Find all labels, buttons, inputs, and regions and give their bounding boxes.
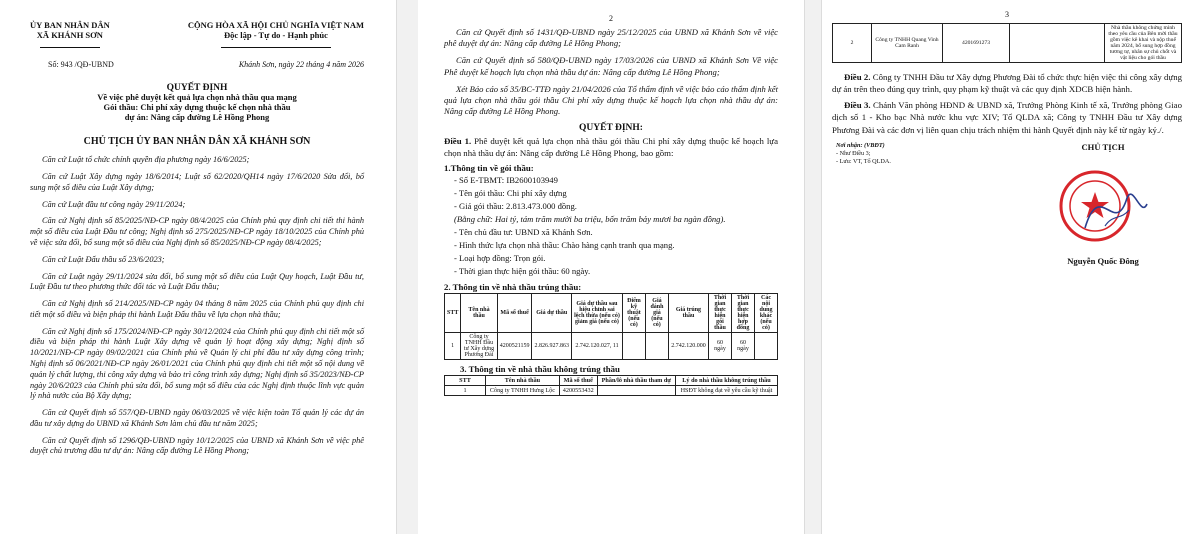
divider [40,47,100,48]
legal-basis: Căn cứ Quyết định số 1296/QĐ-UBND ngày 10/12/2025 của UBND xã Khánh Sơn về việc phê duyệt chủ trương đầu tư dự án: Nâng cấp đường Lê Hồng Phong; [30,435,364,456]
table-cell [597,385,675,395]
legal-basis: Căn cứ Nghị định số 214/2025/NĐ-CP ngày 04 tháng 8 năm 2025 của Chính phủ quy định chi tiết một số điều và biện pháp thi hành Luật Đấu thầu về lựa chọn nhà thầu; [30,299,364,319]
package-info-item: - Giá gói thầu: 2.813.473.000 đồng. [454,201,577,212]
article-3-text: Chánh Văn phòng HĐND & UBND xã, Trưởng Phòng Kinh tế xã, Trưởng phòng Giao dịch số 1 - Kho bạc Nhà nước khu vực XIV; Tổ QLDA xã; Công ty TNHH Đầu tư Xây dựng Phương Đài và các đơn vị liên quan chịu trách nhiệm thi hành Quyết định này kể từ ngày ký./. [832,100,1182,135]
table-header-cell: STT [445,293,461,332]
article-1 [444,135,778,159]
package-info-item: - Tên gói thầu: Chi phí xây dựng [454,188,567,199]
legal-basis: Căn cứ Nghị định số 85/2025/NĐ-CP ngày 08/4/2025 của Chính phủ quy định chi tiết thi hành một số điều của Luật Đầu tư công; Nghị định số 275/2025/NĐ-CP ngày 18/10/2025 của Chính phủ về việc sửa đổi, bổ sung một số điều của Nghị định số 85/2025/NĐ-CP ngày 08/4/2025; [30,216,364,247]
package-info-item: - Loại hợp đồng: Trọn gói. [454,252,546,263]
page-2 [418,0,804,534]
authority: CHỦ TỊCH ỦY BAN NHÂN DÂN XÃ KHÁNH SƠN [83,136,311,148]
country-name: CỘNG HÒA XÃ HỘI CHỦ NGHĨA VIỆT NAM [187,20,364,30]
legal-basis: Căn cứ Quyết định số 1431/QĐ-UBND ngày 25/12/2025 của UBND xã Khánh Sơn về việc phê duyệt dự án: Nâng cấp đường Lê Hồng Phong; [444,27,778,49]
package-info-item: - Hình thức lựa chọn nhà thầu: Chào hàng cạnh tranh qua mạng. [454,239,675,250]
table-cell: 2 [833,24,872,63]
table-cell: Công ty TNHH Quang Vinh Cam Ranh [872,24,943,63]
article-1-label: Điều 1. [444,136,472,147]
table-cell: 4201691273 [943,24,1010,63]
header [30,20,364,50]
table-row [833,24,1182,63]
table-header-cell: STT [445,375,486,385]
table-row [445,385,778,395]
page-gap [396,0,420,534]
table-header-cell: Mã số thuế [559,375,597,385]
table-header-cell: Giá dự thầu [532,293,572,332]
legal-basis: Căn cứ Luật Xây dựng ngày 18/6/2014; Luật số 62/2020/QH14 ngày 17/6/2020 Sửa đổi, bổ sung một số điều của Luật Xây dựng; [30,172,364,192]
page-gap [804,0,822,534]
doc-subtitle-3: dự án: Nâng cấp đường Lê Hồng Phong [124,111,270,122]
article-3-label: Điều 3. [844,100,871,111]
motto: Độc lập - Tự do - Hạnh phúc [224,30,328,40]
page-1 [0,0,392,534]
recipient-item: - Như Điều 3; [836,149,871,157]
losing-bidder-table [444,375,778,396]
recipient-item: - Lưu: VT, Tổ QLDA. [836,158,891,166]
table-header-cell: Tên nhà thầu [486,375,560,385]
recipients-title: Nơi nhận: (VBĐT) [836,141,885,149]
table-cell [1010,24,1105,63]
table-cell: 60 ngày [732,332,755,359]
doc-date: Khánh Sơn, ngày 22 tháng 4 năm 2026 [238,60,364,69]
table-cell: 4200521159 [497,332,532,359]
table-cell: 2.742.120.000 [668,332,708,359]
article-2-label: Điều 2. [844,72,871,82]
agency-line-1: ỦY BAN NHÂN DÂN [30,20,110,30]
table-header-cell: Giá dự thầu sau hiệu chỉnh sai lệch thừa (nếu có) giảm giá (nếu có) [571,293,622,332]
page-number: 3 [1005,10,1009,19]
issuing-agency [30,20,110,50]
legal-basis: Xét Báo cáo số 35/BC-TTĐ ngày 21/04/2026 của Tổ thẩm định về việc báo cáo thẩm định kết quả lựa chọn nhà thầu gói thầu Chi phí xây dựng thuộc kế hoạch lựa chọn nhà thầu dự án: Nâng cấp đường Lê Hồng Phong. [444,83,778,117]
table-header-cell: Các nội dung khác (nếu có) [755,293,778,332]
losing-bidder-table-continued [832,23,1182,63]
winning-bidder-table [444,293,778,360]
signature-block [832,142,1182,282]
package-info-item: - Tên chủ đầu tư: UBND xã Khánh Sơn. [454,227,593,238]
legal-basis: Căn cứ Luật ngày 29/11/2024 sửa đổi, bổ sung một số điều của Luật Quy hoạch, Luật Đầu tư, Luật Đầu tư theo phương thức đối tác và Luật Đấu thầu; [30,271,364,292]
section-3-title: 3. Thông tin về nhà thầu không trúng thầu [460,363,620,374]
signer-role: CHỦ TỊCH [1081,141,1125,152]
table-header-cell: Tên nhà thầu [461,293,497,332]
decides-heading: QUYẾT ĐỊNH: [579,123,643,134]
table-header-row [445,293,778,332]
package-info-item: - Số E-TBMT: IB2600103949 [454,175,558,186]
doc-subtitle-1: Về việc phê duyệt kết quả lựa chọn nhà thầu qua mạng [97,92,297,102]
signer-name: Nguyễn Quốc Đông [1067,255,1139,266]
legal-basis: Căn cứ Quyết định số 557/QĐ-UBND ngày 06/03/2025 về việc kiện toàn Tổ quản lý các dự án đầu tư xây dựng do UBND xã Khánh Sơn làm chủ đầu tư năm 2025; [30,408,364,428]
table-header-cell: Giá trúng thầu [668,293,708,332]
national-motto [188,20,364,50]
table-cell: 60 ngày [709,332,732,359]
table-cell: 1 [445,385,486,395]
table-cell: 2.742.120.027, 11 [571,332,622,359]
page-number: 2 [609,14,613,23]
doc-subtitle-2: Gói thầu: Chi phí xây dựng thuộc kế chọn nhà thầu [103,101,291,112]
package-info-item: (Bằng chữ: Hai tỷ, tám trăm mười ba triệu, bốn trăm bảy mươi ba ngàn đồng). [454,214,726,225]
legal-basis: Căn cứ Nghị định số 175/2024/NĐ-CP ngày 30/12/2024 của Chính phủ quy định chi tiết một số điều và biện pháp thi hành Luật Xây dựng về quản lý hoạt động xây dựng; Nghị định số 10/2021/NĐ-CP ngày 09/02/2021 của Chính phủ về Quản lý chi phí đầu tư xây dựng công trình; Nghị định số 06/2021/NĐ-CP ngày 26/01/2021 của Chính phủ quy định chi tiết một số nội dung về quản lý chất lượng, thi công xây dựng và bảo trì công trình xây dựng; Nghị định số 35/2023/NĐ-CP ngày 20/6/2023 của Chính phủ sửa đổi, bổ sung một số điều của các Nghị định thuộc lĩnh vực quản lý nhà nước của Bộ Xây dựng; [30,326,364,401]
table-header-row [445,375,778,385]
article-1-text: Phê duyệt kết quả lựa chọn nhà thầu gói thầu Chi phí xây dựng thuộc kế hoạch lựa chọn nhà thầu dự án: Nâng cấp đường Lê Hồng Phong, bao gồm: [444,136,778,159]
doc-number: Số: 943 /QĐ-UBND [48,60,114,69]
table-cell [645,332,668,359]
doc-title: QUYẾT ĐỊNH [166,83,228,93]
table-cell: HSĐT không đạt về yêu cầu kỹ thuật [676,385,778,395]
table-cell: Công ty TNHH Hưng Lộc [486,385,560,395]
table-header-cell: Mã số thuế [497,293,532,332]
section-1-title: 1.Thông tin về gói thầu: [444,163,534,174]
section-2-title: 2. Thông tin về nhà thầu trúng thầu: [444,281,582,292]
table-cell: Công ty TNHH Đầu tư Xây dựng Phương Đài [461,332,497,359]
table-header-cell: Phần/lô nhà thầu tham dự [597,375,675,385]
legal-basis: Căn cứ Luật Đấu thầu số 23/6/2023; [42,254,165,264]
table-cell: 2.826.927.863 [532,332,572,359]
table-cell: 1 [445,332,461,359]
official-seal-icon [1055,158,1151,254]
doc-meta [30,60,364,69]
article-2-text: Công ty TNHH Đầu tư Xây dựng Phương Đài tổ chức thực hiện việc thi công xây dựng dự án trên theo đúng quy trình, quy phạm kỹ thuật và các quy định XDCB hiện hành. [832,72,1182,95]
divider [221,47,331,48]
legal-basis: Căn cứ Quyết định số 580/QĐ-UBND ngày 17/03/2026 của UBND xã Khánh Sơn Về việc Phê duyệt kế hoạch lựa chọn nhà thầu dự án: Nâng cấp đường Lê Hồng Phong; [444,55,778,77]
package-info-item: - Thời gian thực hiện gói thầu: 60 ngày. [454,265,591,276]
table-header-cell: Giá đánh giá (nếu có) [645,293,668,332]
page-3 [822,0,1200,534]
table-cell: Nhà thầu không chứng minh theo yêu cầu của Bên mời thầu gồm việc kê khai và nộp thuế năm 2024, bổ sung hợp đồng tương tự, nhân sự chủ chốt và vật liệu cho gói thầu [1105,24,1182,63]
table-cell: 4200553432 [559,385,597,395]
signer-box [1028,142,1178,266]
table-header-cell: Lý do nhà thầu không trúng thầu [676,375,778,385]
table-cell [622,332,645,359]
legal-basis: Căn cứ Luật tổ chức chính quyền địa phương ngày 16/6/2025; [42,155,250,165]
table-row [445,332,778,359]
table-header-cell: Thời gian thực hiện gói thầu [709,293,732,332]
table-header-cell: Điểm kỹ thuật (nếu có) [622,293,645,332]
legal-basis: Căn cứ Luật đầu tư công ngày 29/11/2024; [42,199,186,209]
table-header-cell: Thời gian thực hiện hợp đồng [732,293,755,332]
agency-line-2: XÃ KHÁNH SƠN [36,30,103,40]
recipients [836,142,891,167]
article-2 [832,71,1182,95]
article-3 [832,99,1182,135]
table-cell [755,332,778,359]
